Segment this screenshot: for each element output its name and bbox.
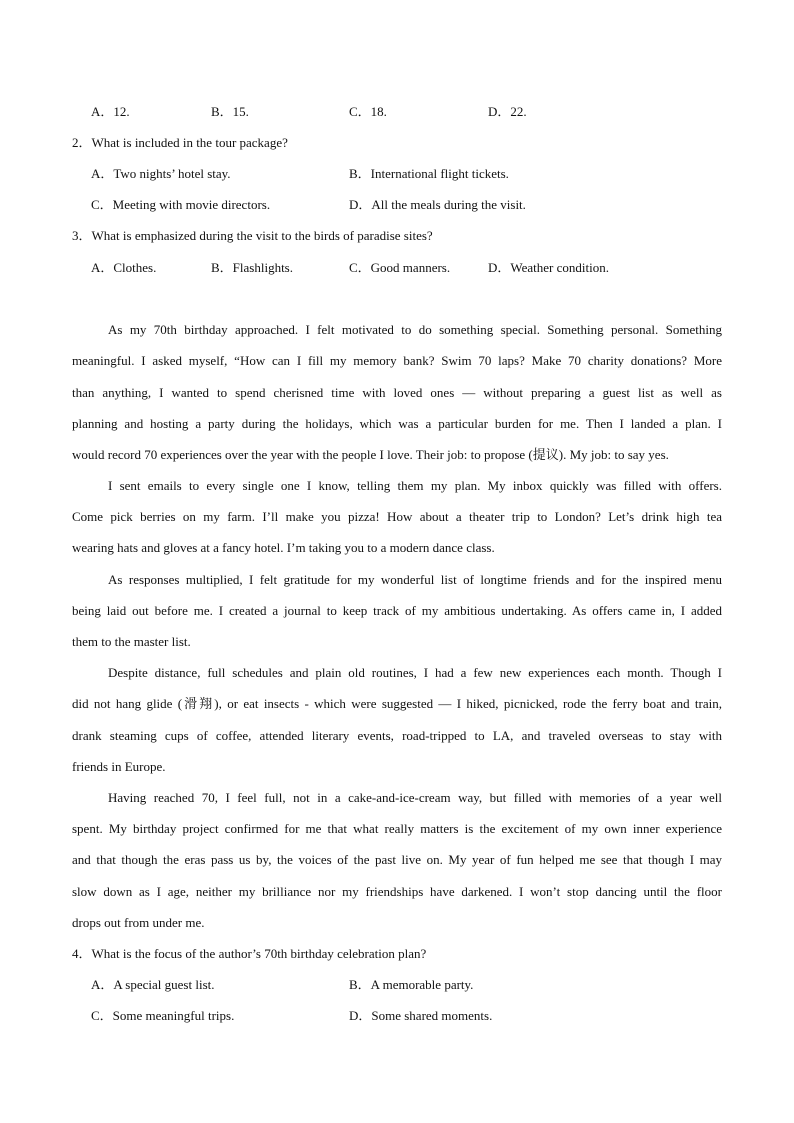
q2-option-b: B．International flight tickets.	[349, 166, 509, 181]
q2-option-c: C．Meeting with movie directors.	[91, 197, 271, 212]
q3-option-c: C．Good manners.	[349, 260, 451, 275]
q3-stem: 3．What is emphasized during the visit to the birds of paradise sites?	[72, 228, 433, 243]
passage-p1-line-4: planning and hosting a party during the holidays, which was a particular burden for me. Then I landed a plan. I	[72, 416, 722, 431]
q4-option-a: A．A special guest list.	[91, 977, 215, 992]
q1-option-d: D．22.	[488, 104, 527, 119]
passage-p2-line-3: wearing hats and gloves at a fancy hotel. I’m taking you to a modern dance class.	[72, 540, 495, 555]
passage-p1-line-2: meaningful. I asked myself, “How can I fill my memory bank? Swim 70 laps? Make 70 charity donations? More	[72, 353, 722, 368]
passage-p4-line-4: friends in Europe.	[72, 759, 166, 774]
q3-option-a: A．Clothes.	[91, 260, 157, 275]
passage-p5-line-2: spent. My birthday project confirmed for me that what really matters is the excitement of my own inner experience	[72, 821, 722, 836]
passage-p3-line-1: As responses multiplied, I felt gratitude for my wonderful list of longtime friends and for the inspired menu	[108, 572, 722, 587]
passage-p5-line-4: slow down as I age, neither my brilliance nor my friendships have darkened. I won’t stop dancing until the floor	[72, 884, 722, 899]
q1-option-a: A．12.	[91, 104, 130, 119]
q2-option-d: D．All the meals during the visit.	[349, 197, 526, 212]
passage-p1-line-3: than anything, I wanted to spend cherisned time with loved ones — without preparing a guest list as well as	[72, 385, 722, 400]
passage-p1-line-1: As my 70th birthday approached. I felt motivated to do something special. Something personal. Something	[108, 322, 722, 337]
q4-option-d: D．Some shared moments.	[349, 1008, 493, 1023]
q3-option-d: D．Weather condition.	[488, 260, 609, 275]
passage-p5-line-3: and that though the eras pass us by, the voices of the past live on. My year of fun helped me see that though I may	[72, 852, 722, 867]
passage-p4-line-2: did not hang glide (滑翔), or eat insects - which were suggested — I hiked, picnicked, rode the ferry boat and train,	[72, 696, 722, 711]
passage-p2-line-2: Come pick berries on my farm. I’ll make you pizza! How about a theater trip to London? Let’s drink high tea	[72, 509, 722, 524]
passage-p1-line-5: would record 70 experiences over the year with the people I love. Their job: to propose (提议). My job: to say yes.	[72, 447, 669, 462]
q1-option-c: C．18.	[349, 104, 387, 119]
passage-p5-line-1: Having reached 70, I feel full, not in a cake-and-ice-cream way, but filled with memories of a year well	[108, 790, 722, 805]
passage-p4-line-3: drank steaming cups of coffee, attended literary events, road-tripped to LA, and traveled overseas to stay with	[72, 728, 722, 743]
passage-p3-line-2: being laid out before me. I created a journal to keep track of my ambitious undertaking. As offers came in, I added	[72, 603, 722, 618]
q3-option-b: B．Flashlights.	[211, 260, 293, 275]
passage-p5-line-5: drops out from under me.	[72, 915, 205, 930]
passage-p2-line-1: I sent emails to every single one I know, telling them my plan. My inbox quickly was filled with offers.	[108, 478, 722, 493]
q4-option-b: B．A memorable party.	[349, 977, 474, 992]
q4-option-c: C．Some meaningful trips.	[91, 1008, 235, 1023]
q4-stem: 4．What is the focus of the author’s 70th birthday celebration plan?	[72, 946, 427, 961]
q1-option-b: B．15.	[211, 104, 249, 119]
q2-option-a: A．Two nights’ hotel stay.	[91, 166, 231, 181]
passage-p4-line-1: Despite distance, full schedules and plain old routines, I had a few new experiences each month. Though I	[108, 665, 722, 680]
q2-stem: 2．What is included in the tour package?	[72, 135, 288, 150]
passage-p3-line-3: them to the master list.	[72, 634, 191, 649]
